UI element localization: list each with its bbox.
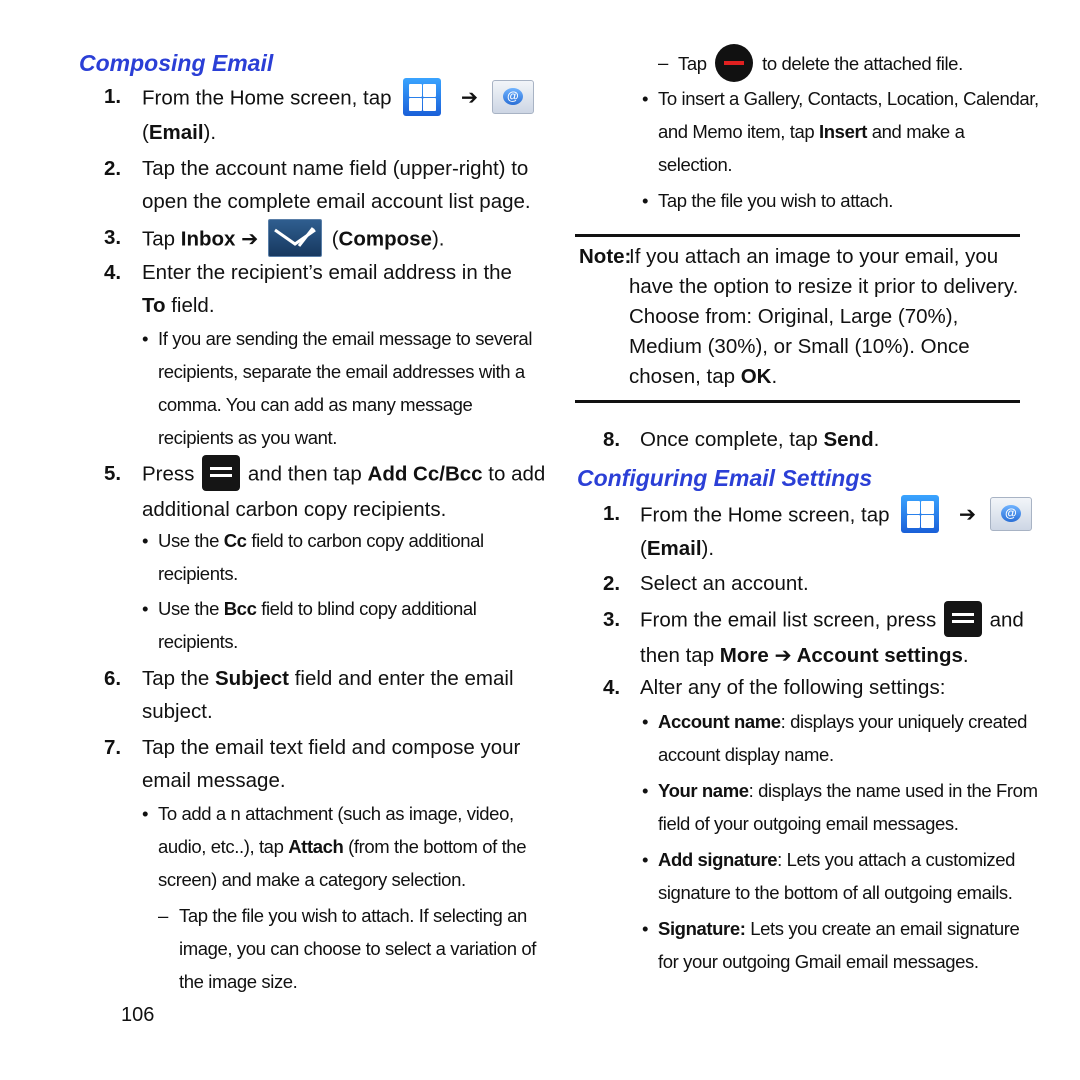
setting-term: Account name: [658, 711, 781, 732]
bullet-line: To add a n attachment (such as image, video,: [158, 803, 514, 824]
dash-line: Tap the file you wish to attach. If selecting an: [179, 905, 527, 926]
insert-label: Insert: [819, 121, 868, 142]
bullet-text: [658, 774, 1062, 840]
step-text: [142, 662, 542, 728]
dash-text: [678, 46, 963, 84]
bullet-dot: •: [642, 849, 649, 870]
bullet-dot: •: [642, 918, 649, 939]
email-app-icon: @: [990, 497, 1032, 531]
setting-desc: : Lets you attach a customized: [777, 849, 1016, 870]
bullet-text-pre: audio, etc..), tap: [158, 836, 284, 857]
bullet-text: [658, 843, 1062, 909]
step-text-pre: From the email list screen, press: [640, 608, 937, 632]
step-number: 7.: [104, 736, 122, 759]
step-number: 6.: [104, 667, 122, 690]
bullet-line: To insert a Gallery, Contacts, Location, Calendar,: [658, 88, 1039, 109]
bullet-line: If you are sending the email message to several: [158, 328, 533, 349]
bullet-line: selection.: [658, 154, 733, 175]
email-label: Email: [148, 121, 204, 144]
step-number: 1.: [104, 85, 122, 108]
bullet-text-use: Use the: [158, 598, 219, 619]
step-number: 5.: [104, 462, 122, 485]
step-5-line2: additional carbon copy recipients.: [142, 498, 447, 521]
note-line: Choose from: Original, Large (70%),: [629, 305, 959, 328]
step-3-tap: Tap: [142, 227, 176, 251]
step-number: 3.: [104, 226, 122, 249]
step-5-to-add: to add: [488, 462, 546, 486]
menu-key-icon: [202, 455, 240, 491]
dash-text: [179, 899, 539, 998]
step-text: [142, 80, 534, 118]
bullet-text: [158, 797, 548, 896]
bullet-text-rest: field to carbon copy additional: [251, 530, 484, 551]
ok-label: OK: [740, 365, 772, 388]
bullet-dot: •: [142, 598, 149, 619]
note-text: [629, 242, 1029, 392]
step-number: 8.: [603, 428, 621, 451]
step-text: Alter any of the following settings:: [640, 676, 946, 699]
step-text-pre: From the Home screen, tap: [142, 86, 392, 110]
dash-marker: –: [158, 905, 168, 926]
step-6-rest: field and enter the email: [294, 667, 514, 690]
step-4-field: field.: [165, 294, 215, 317]
dash-line: image, you can choose to select a variation of: [179, 938, 536, 959]
bullet-line: screen) and make a category selection.: [158, 869, 466, 890]
setting-term: Signature:: [658, 918, 746, 939]
step-2-line1: Tap the account name field (upper-right) to: [142, 157, 529, 180]
bullet-line: recipients.: [158, 631, 238, 652]
apps-grid-icon: [901, 495, 939, 533]
step-7-line2: email message.: [142, 769, 286, 792]
note-line: If you attach an image to your email, you: [629, 245, 999, 268]
bullet-dot: •: [642, 711, 649, 732]
step-5-then: and then tap: [247, 462, 362, 486]
section-heading-configuring-email-settings: Configuring Email Settings: [577, 465, 873, 491]
step-text: [142, 731, 542, 797]
bullet-line: recipients.: [158, 563, 238, 584]
bcc-label: Bcc: [223, 598, 257, 619]
cc-label: Cc: [223, 530, 247, 551]
step-text: [640, 497, 1032, 535]
bullet-text: [658, 82, 1078, 181]
step-number: 3.: [603, 608, 621, 631]
note-line: Medium (30%), or Small (10%). Once: [629, 335, 970, 358]
bullet-dot: •: [642, 780, 649, 801]
bullet-text-use: Use the: [158, 530, 219, 551]
send-label: Send: [823, 428, 874, 451]
bullet-text-post: (from the bottom of the: [348, 836, 527, 857]
step-7-line1: Tap the email text field and compose your: [142, 736, 521, 759]
note-last-post: .: [771, 365, 778, 388]
step-number: 2.: [104, 157, 122, 180]
step-text-then: then tap: [640, 644, 715, 667]
compose-label: Compose: [338, 227, 432, 251]
bullet-text: [158, 524, 542, 590]
email-app-icon: @: [492, 80, 534, 114]
step-text-and: and: [989, 608, 1024, 632]
subject-label: Subject: [214, 667, 289, 690]
step-number: 2.: [603, 572, 621, 595]
step-number: 1.: [603, 502, 621, 525]
note-label: Note:: [579, 245, 632, 268]
step-text-post: .: [962, 644, 969, 667]
step-1-line2: (Email).: [142, 121, 217, 144]
section-heading-composing-email: Composing Email: [79, 50, 274, 76]
bullet-text: [658, 912, 1062, 978]
bullet-text: [158, 322, 542, 454]
bullet-dot: •: [642, 190, 649, 211]
setting-desc: Lets you create an email signature: [745, 918, 1020, 939]
arrow-icon: ➔: [958, 503, 977, 527]
step-6-line2: subject.: [142, 700, 213, 723]
setting-term: Your name: [658, 780, 749, 801]
step-4-line1: Enter the recipient’s email address in the: [142, 261, 512, 284]
note-last-pre: chosen, tap: [629, 365, 735, 388]
dash-line: the image size.: [179, 971, 298, 992]
setting-desc-line2: signature to the bottom of all outgoing emails.: [658, 882, 1013, 903]
settings-step-1-line2: (Email).: [640, 537, 715, 560]
bullet-text: Tap the file you wish to attach.: [658, 190, 894, 211]
bullet-dot: •: [142, 328, 149, 349]
dash-marker: –: [658, 52, 668, 73]
step-number: 4.: [603, 676, 621, 699]
note-rule-top: [575, 234, 1020, 237]
setting-desc-line2: account display name.: [658, 744, 834, 765]
bullet-text-post: and make a: [871, 121, 965, 142]
page-number: 106: [121, 1004, 155, 1026]
setting-desc-line2: for your outgoing Gmail email messages.: [658, 951, 979, 972]
step-text: Tap Inbox ➔ (Compose).: [142, 221, 444, 259]
bullet-text-pre: and Memo item, tap: [658, 121, 815, 142]
compose-icon: [268, 219, 322, 257]
note-line: have the option to resize it prior to delivery.: [629, 275, 1019, 298]
setting-desc: : displays your uniquely created: [780, 711, 1028, 732]
step-6-tap: Tap the: [142, 667, 210, 690]
bullet-dot: •: [642, 88, 649, 109]
step-5-press: Press: [142, 462, 195, 486]
add-cc-bcc-label: Add Cc/Bcc: [367, 462, 483, 486]
step-text-pre: From the Home screen, tap: [640, 503, 890, 527]
dash-text-tap: Tap: [678, 52, 707, 74]
step-text: [640, 423, 879, 456]
arrow-icon: ➔: [460, 86, 479, 110]
setting-term: Add signature: [658, 849, 778, 870]
step-2-line2: open the complete email account list page.: [142, 190, 531, 213]
step-text: [640, 603, 1024, 672]
setting-desc-line2: field of your outgoing email messages.: [658, 813, 959, 834]
bullet-text: [658, 705, 1062, 771]
step-8-pre: Once complete, tap: [640, 428, 818, 451]
attach-label: Attach: [288, 836, 344, 857]
step-8-post: .: [873, 428, 880, 451]
delete-minus-icon: [715, 44, 753, 82]
bullet-line: recipients, separate the email addresses with a: [158, 361, 525, 382]
bullet-dot: •: [142, 803, 149, 824]
setting-desc: : displays the name used in the From: [748, 780, 1038, 801]
dash-text-rest: to delete the attached file.: [762, 52, 963, 74]
step-text: Select an account.: [640, 572, 809, 595]
bullet-line: recipients as you want.: [158, 427, 337, 448]
apps-grid-icon: [403, 78, 441, 116]
menu-key-icon: [944, 601, 982, 637]
bullet-dot: •: [142, 530, 149, 551]
step-text: [142, 152, 542, 218]
bullet-text-rest: field to blind copy additional: [261, 598, 477, 619]
to-label: To: [142, 294, 166, 317]
step-text: [142, 457, 546, 526]
inbox-label: Inbox ➔: [180, 227, 259, 251]
step-text: [142, 256, 542, 322]
step-number: 4.: [104, 261, 122, 284]
note-rule-bottom: [575, 400, 1020, 403]
more-account-settings-label: More ➔ Account settings: [719, 644, 963, 667]
email-label: Email: [646, 537, 702, 560]
bullet-text: [158, 592, 542, 658]
bullet-line: comma. You can add as many message: [158, 394, 473, 415]
